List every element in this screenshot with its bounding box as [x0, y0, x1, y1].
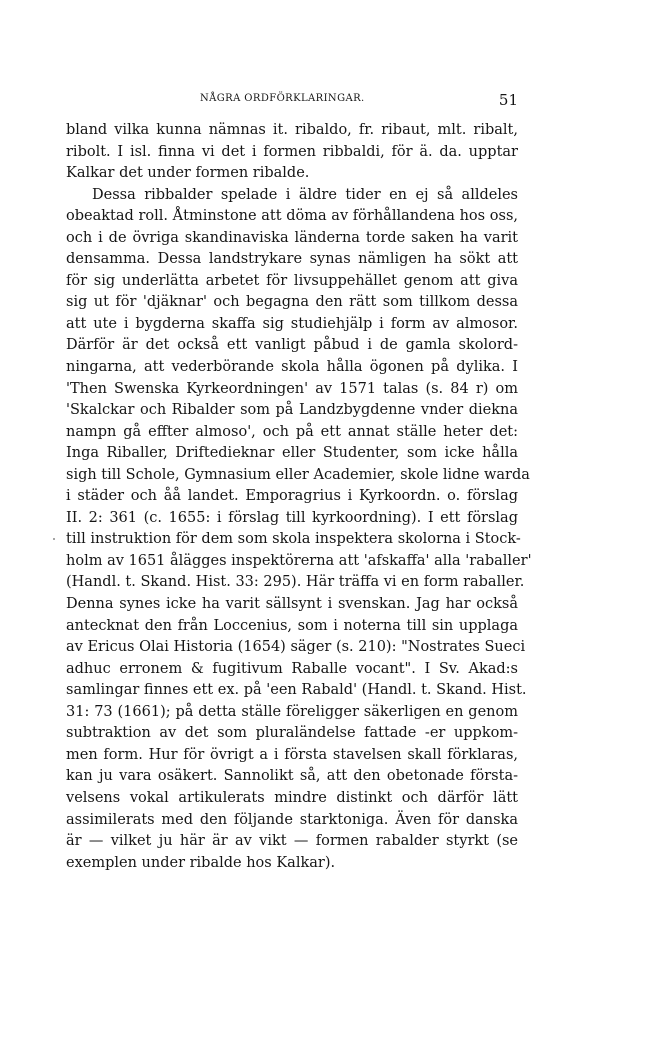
text-line: Kalkar det under formen ribalde. [66, 165, 310, 182]
text-line: samlingar finnes ett ex. på 'een Rabald' (Handl. t. Skand. Hist. [66, 682, 527, 699]
text-line: subtraktion av det som pluraländelse fattade -er uppkom- [66, 725, 518, 742]
text-line: bland vilka kunna nämnas it. ribaldo, fr. ribaut, mlt. ribalt, [66, 122, 518, 138]
text-line: Därför är det också ett vanligt påbud i de gamla skolord- [66, 337, 518, 354]
paragraph-start-line: Dessa ribbalder spelade i äldre tider en ej så alldeles [92, 186, 518, 203]
margin-mark [53, 538, 55, 540]
text-line: ningarna, att vederbörande skola hålla ögonen på dylika. I [66, 359, 518, 376]
text-line: är — vilket ju här är av vikt — formen rabalder styrkt (se [66, 833, 518, 850]
text-line: Inga Riballer, Driftedieknar eller Studenter, som icke hålla [66, 445, 518, 462]
text-line: att ute i bygderna skaffa sig studiehjälp i form av almosor. [66, 315, 518, 332]
text-line: holm av 1651 ålägges inspektörerna att 'afskaffa' alla 'raballer' [66, 552, 532, 569]
text-line: kan ju vara osäkert. Sannolikt så, att den obetonade första- [66, 768, 518, 785]
text-line: adhuc erronem & fugitivum Raballe vocant". I Sv. Akad:s [66, 660, 518, 677]
text-line: 'Skalckar och Ribalder som på Landzbygdenne vnder diekna [66, 402, 518, 419]
text-line: i städer och åå landet. Emporagrius i Kyrkoordn. o. förslag [66, 488, 518, 505]
text-line: antecknat den från Loccenius, som i noterna till sin upplaga [66, 617, 518, 634]
header-title: NÅGRA ORDFÖRKLARINGAR. [200, 93, 365, 104]
text-line: till instruktion för dem som skola inspektera skolorna i Stock- [66, 531, 521, 548]
text-line: Denna synes icke ha varit sällsynt i svenskan. Jag har också [66, 596, 518, 613]
text-line: (Handl. t. Skand. Hist. 33: 295). Här träffa vi en form raballer. [66, 574, 525, 591]
text-line: 31: 73 (1661); på detta ställe föreligger säkerligen en genom [66, 703, 518, 720]
text-line: velsens vokal artikulerats mindre distinkt och därför lätt [66, 789, 518, 806]
text-line: 'Then Swenska Kyrkeordningen' av 1571 talas (s. 84 r) om [66, 380, 518, 397]
text-line: ribolt. I isl. finna vi det i formen ribbaldi, för ä. da. upptar [66, 143, 518, 160]
text-line: av Ericus Olai Historia (1654) säger (s. 210): "Nostrates Sueci [66, 639, 526, 656]
text-line: II. 2: 361 (c. 1655: i förslag till kyrkoordning). I ett förslag [66, 509, 518, 526]
text-line: nampn gå effter almoso', och på ett annat ställe heter det: [66, 423, 518, 440]
text-line: exemplen under ribalde hos Kalkar). [66, 854, 336, 871]
running-header [66, 92, 518, 110]
text-line: densamma. Dessa landstrykare synas nämligen ha sökt att [66, 251, 518, 268]
text-line: assimilerats med den följande starktoniga. Även för danska [66, 811, 518, 828]
text-line: obeaktad roll. Åtminstone att döma av förhållandena hos oss, [66, 208, 518, 225]
text-line: sigh till Schole, Gymnasium eller Academier, skole lidne warda [66, 466, 530, 483]
page-number: 51 [498, 91, 518, 109]
body-text [66, 120, 532, 874]
text-line: men form. Hur för övrigt a i första stavelsen skall förklaras, [66, 746, 518, 763]
text-line: sig ut för 'djäknar' och begagna den rätt som tillkom dessa [66, 294, 518, 311]
text-line: och i de övriga skandinaviska länderna torde saken ha varit [66, 229, 518, 246]
text-line: för sig underlätta arbetet för livsuppehället genom att giva [66, 272, 518, 289]
